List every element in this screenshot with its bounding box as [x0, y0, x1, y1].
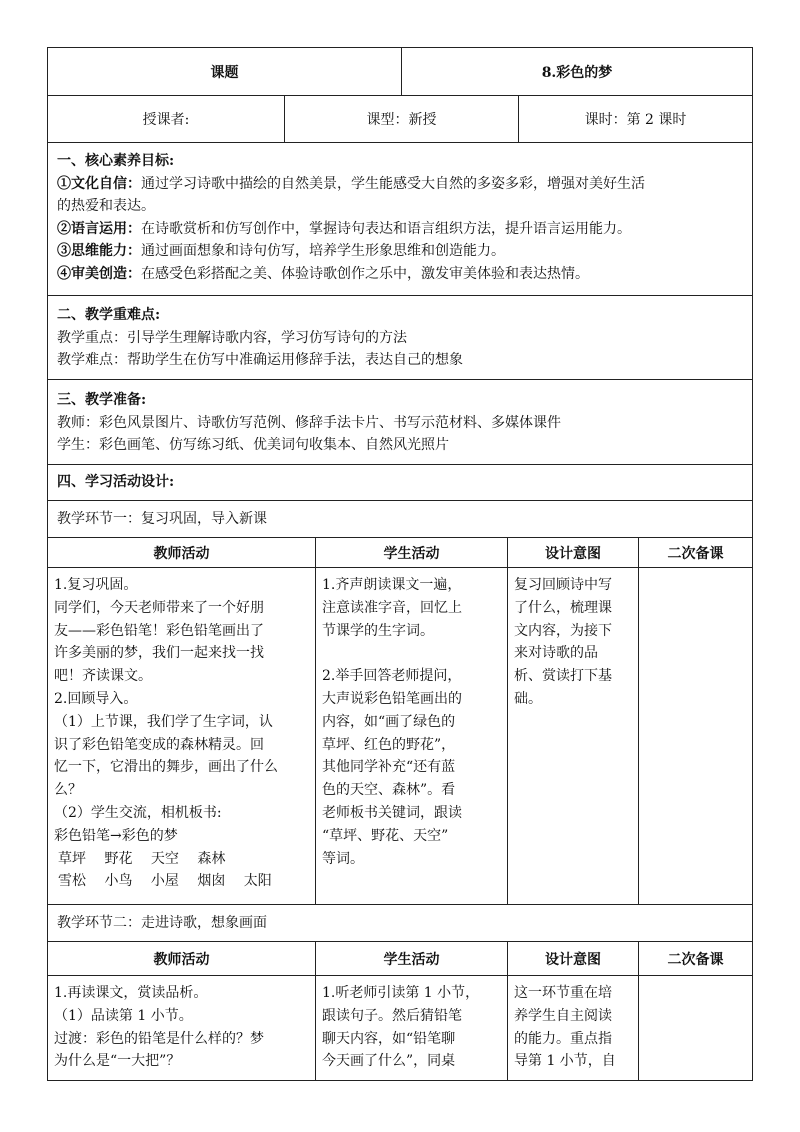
preparation-text [57, 389, 744, 457]
topic-row [48, 48, 752, 96]
section-title: 四、学习活动设计: [57, 474, 175, 490]
stage1-teacher-activity: 1.复习巩固。 同学们，今天老师带来了一个好朋 友——彩色铅笔！彩色铅笔画出了 许多美丽的梦，我们一起来找一找 吧！齐读课文。 2.回顾导入。 （1）上节课，我们学了生字词，认 识了彩色铅笔变成的森林精灵。回 忆一下，它滑出的舞步，画出了什么 么？ （2）学生交流，相机板书: 彩色铅笔→彩色的梦 草坪 野花 天空 森林 雪松 小鸟 小屋 烟囱 太阳 [54, 577, 278, 890]
topic-label: 课题 [210, 64, 239, 81]
section-title: 三、教学准备: [57, 392, 147, 408]
stage2-header-row [48, 942, 752, 976]
stage2-design-intent: 这一环节重在培 养学生自主阅读 的能力。重点指 导第 1 小节，自 [507, 976, 638, 1080]
stage1-design-intent: 复习回顾诗中写 了什么，梳理课 文内容，为接下 来对诗歌的品 析、赏读打下基 础。 [507, 568, 638, 904]
lesson-period: 课时：第 2 课时 [518, 96, 752, 142]
section-key-points [48, 296, 752, 380]
col-second-prep: 二次备课 [638, 942, 752, 975]
section-title: 二、教学重难点: [57, 307, 161, 323]
section-preparation [48, 380, 752, 465]
key-points-text [57, 304, 744, 372]
teacher-prep: 教师：彩色风景图片、诗歌仿写范例、修辞手法卡片、书写示范材料、多媒体课件 [57, 414, 561, 431]
stage2-title-row [48, 905, 752, 942]
col-student-activity: 学生活动 [315, 942, 507, 975]
col-student-activity: 学生活动 [315, 538, 507, 567]
stage1-second-prep [638, 568, 752, 904]
goal-item: ③思维能力：通过画面想象和诗句仿写，培养学生形象思维和创造能力。 [57, 243, 505, 259]
section-core-goals [48, 143, 752, 296]
info-row [48, 96, 752, 143]
stage2-student-activity: 1.听老师引读第 1 小节， 跟读句子。然后猜铅笔 聊天内容，如“铅笔聊 今天画了什么”，同桌 [315, 976, 507, 1080]
topic-value: 8.彩色的梦 [401, 48, 752, 95]
stage1-student-activity: 1.齐声朗读课文一遍， 注意读准字音，回忆上 节课学的生字词。 2.举手回答老师提问， 大声说彩色铅笔画出的 内容，如“画了绿色的 草坪、红色的野花”， 其他同学补充“还有蓝 色的天空、森林”。看 老师板书关键词，跟读 “草坪、野花、天空” 等词。 [315, 568, 507, 904]
col-teacher-activity: 教师活动 [153, 545, 210, 562]
stage1-title-row [48, 501, 752, 538]
goal-item: ④审美创造：在感受色彩搭配之美、体验诗歌创作之乐中，激发审美体验和表达热情。 [57, 265, 589, 282]
section-title: 一、核心素养目标: [57, 153, 175, 169]
key-point: 教学重点：引导学生理解诗歌内容，学习仿写诗句的方法 [57, 329, 407, 346]
col-teacher-activity: 教师活动 [153, 951, 210, 968]
stage2-teacher-activity: 1.再读课文，赏读品析。 （1）品读第 1 小节。 过渡：彩色的铅笔是什么样的？梦 为什么是“一大把”？ [54, 985, 264, 1070]
student-prep: 学生：彩色画笔、仿写练习纸、优美词句收集本、自然风光照片 [57, 437, 449, 453]
stage2-content-row [48, 976, 752, 1080]
goal-item-cont: 的热爱和表达。 [57, 198, 155, 214]
teacher-field: 授课者: [142, 112, 190, 128]
stage1-content-row [48, 568, 752, 905]
col-design-intent: 设计意图 [507, 538, 638, 567]
lesson-plan-table [47, 47, 753, 1081]
stage1-title: 教学环节一：复习巩固，导入新课 [57, 511, 267, 527]
goal-item: ②语言运用：在诗歌赏析和仿写创作中，掌握诗句表达和语言组织方法，提升语言运用能力。 [57, 220, 631, 237]
stage1-header-row [48, 538, 752, 568]
section-activity-title [48, 465, 752, 501]
col-design-intent: 设计意图 [507, 942, 638, 975]
core-goals-text [57, 150, 744, 285]
stage2-second-prep [638, 976, 752, 1080]
goal-item: ①文化自信：通过学习诗歌中描绘的自然美景，学生能感受大自然的多姿多彩，增强对美好生活 [57, 175, 645, 192]
stage2-title: 教学环节二：走进诗歌，想象画面 [57, 915, 267, 931]
difficulty-point: 教学难点：帮助学生在仿写中准确运用修辞手法，表达自己的想象 [57, 352, 463, 368]
col-second-prep: 二次备课 [638, 538, 752, 567]
lesson-type: 课型：新授 [284, 96, 518, 142]
